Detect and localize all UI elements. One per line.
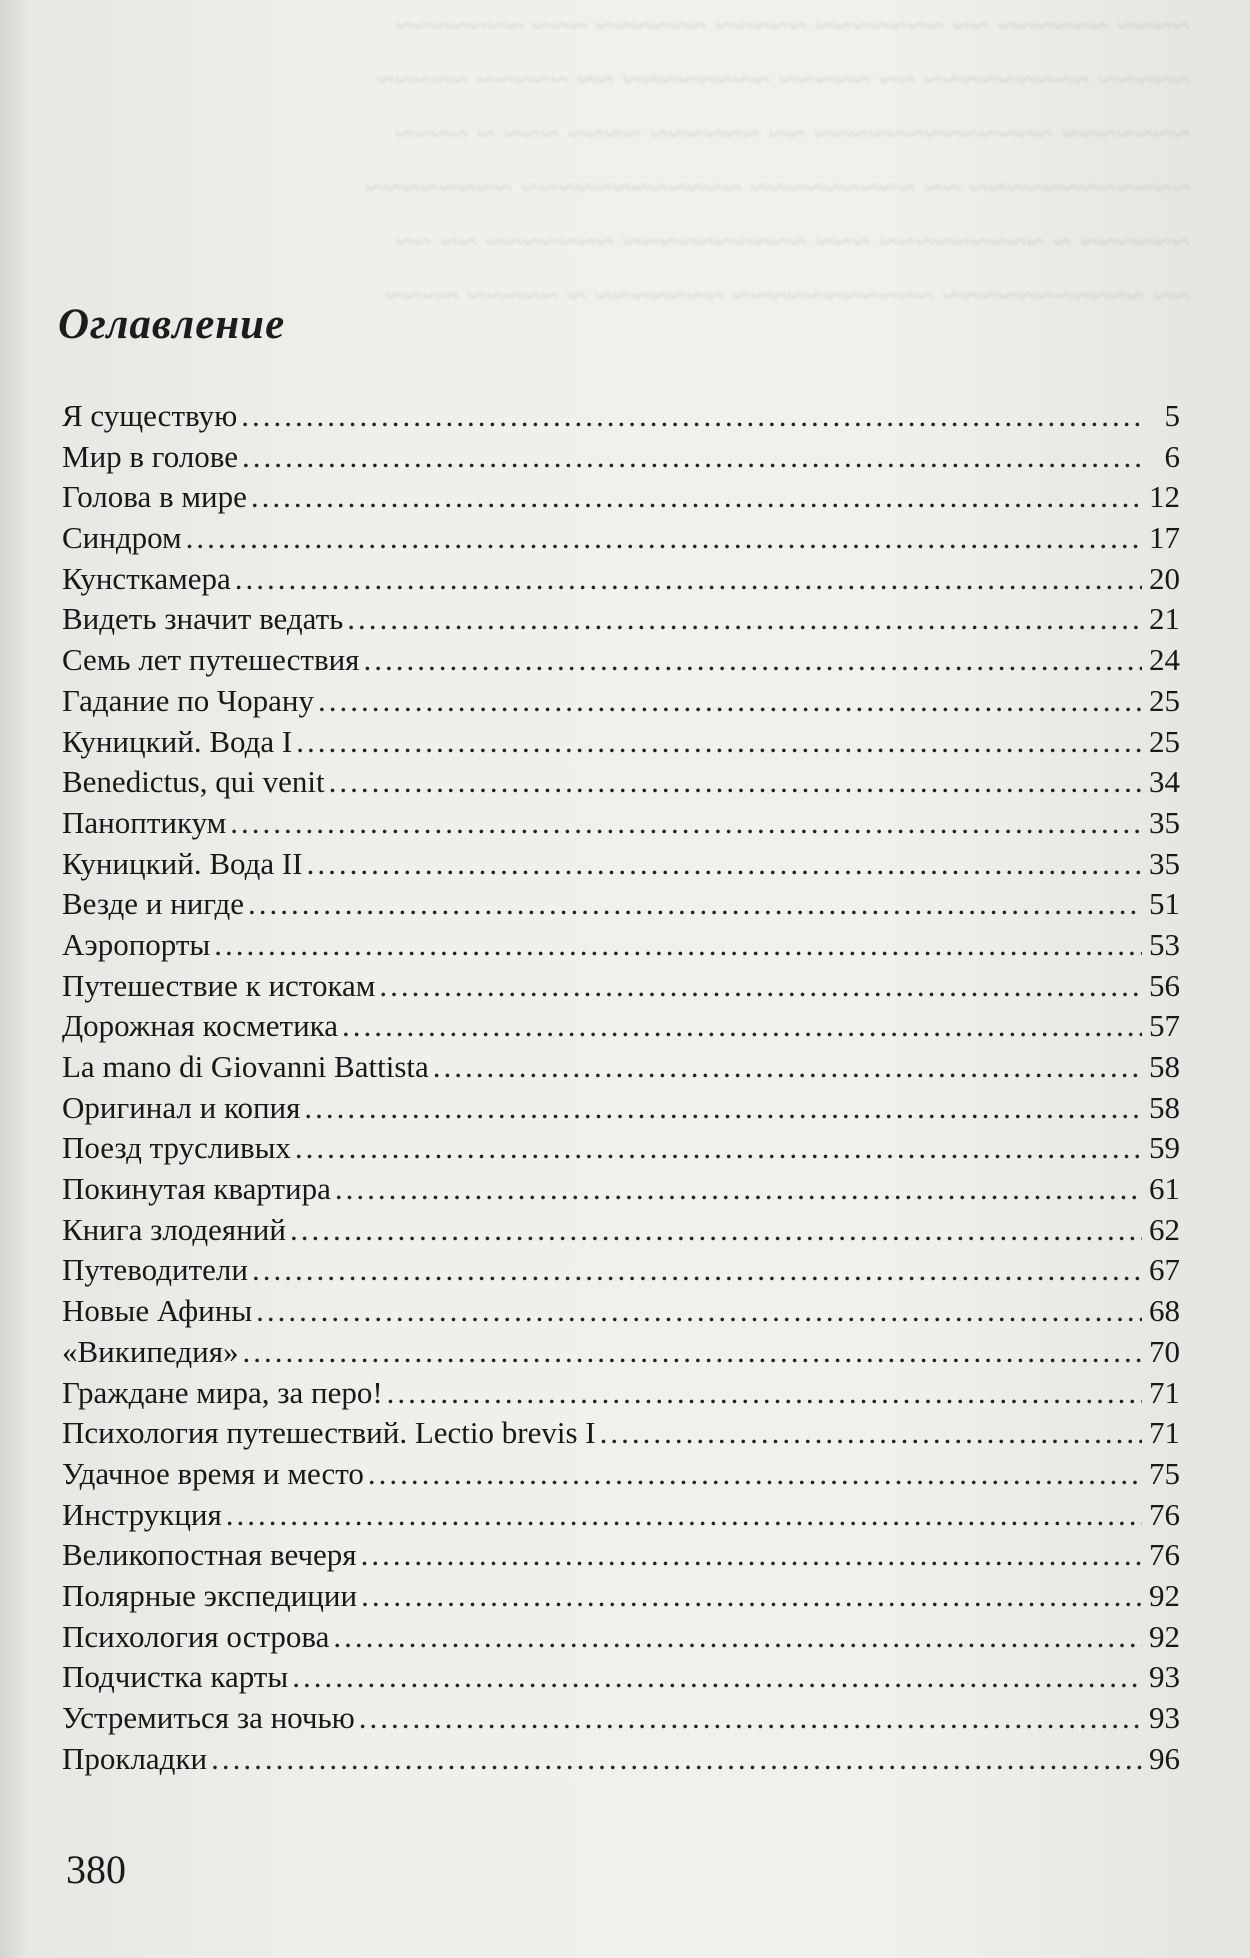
toc-entry-page: 35 [1149,804,1180,840]
toc-entry-title: Паноптикум [62,804,227,840]
toc-dot-leader [242,437,1142,477]
toc-dot-leader [256,1291,1142,1331]
toc-entry [62,518,1180,559]
toc-entry-page: 25 [1149,682,1180,718]
toc-entry-page: 24 [1149,642,1180,678]
toc-entry-title: Покинутая квартира [62,1171,331,1207]
toc-dot-leader [290,1210,1142,1250]
toc-entry-title: La mano di Giovanni Battista [62,1049,429,1084]
toc-entry-title: Подчистка карты [62,1659,289,1695]
toc-entry-page: 5 [1164,398,1180,433]
toc-entry-title: Книга злодеяний [62,1211,286,1247]
toc-entry-page: 25 [1149,723,1180,759]
toc-entry-title: Новые Афины [62,1293,253,1329]
toc-dot-leader [433,1047,1142,1087]
toc-entry-title: «Википедия» [62,1333,239,1369]
toc-entry [62,437,1180,478]
toc-entry-page: 57 [1149,1008,1180,1044]
toc-dot-leader [248,884,1142,924]
toc-entry-page: 96 [1149,1740,1180,1776]
toc-dot-leader [342,1006,1142,1046]
toc-entry [62,1088,1180,1129]
toc-entry-title: Везде и нигде [62,886,245,922]
toc-entry-page: 6 [1164,438,1180,474]
toc-entry-page: 70 [1149,1333,1180,1369]
toc-entry [62,1210,1180,1251]
toc-entry-page: 92 [1149,1577,1180,1613]
toc-entry-title: Дорожная косметика [62,1008,339,1044]
toc-dot-leader [379,966,1142,1006]
toc-entry-page: 67 [1149,1252,1180,1288]
toc-entry [62,1698,1180,1739]
toc-entry-title: Поезд трусливых [62,1130,291,1166]
toc-entry-page: 58 [1149,1089,1180,1125]
page-number: 380 [66,1847,126,1892]
toc-entry [62,640,1180,681]
page-fold-shadow [0,0,28,1958]
toc-entry [62,1657,1180,1698]
toc-entry-title: Я существую [62,398,238,433]
toc-dot-leader [307,844,1142,884]
toc-entry [62,1006,1180,1047]
toc-entry [62,1535,1180,1576]
toc-entry-page: 17 [1149,520,1180,556]
toc-dot-leader [361,1576,1142,1616]
toc-entry [62,1373,1180,1414]
toc-entry-page: 93 [1149,1659,1180,1695]
toc-entry-title: Гадание по Чорану [62,682,314,718]
toc-dot-leader [329,762,1142,802]
toc-entry [62,1250,1180,1291]
toc-entry-title: Психология острова [62,1618,330,1654]
toc-dot-leader [186,518,1142,558]
toc-dot-leader [304,1088,1142,1128]
toc-dot-leader [347,599,1142,639]
toc-dot-leader [295,1128,1142,1168]
toc-dot-leader [251,477,1142,517]
toc-entry-title: Видеть значит ведать [62,601,344,637]
toc-entry-page: 58 [1149,1049,1180,1084]
toc-entry-page: 35 [1149,845,1180,881]
toc-dot-leader [226,1495,1142,1535]
toc-dot-leader [235,559,1142,599]
toc-dot-leader [333,1617,1142,1657]
toc-entry-title: Синдром [62,520,182,556]
toc-entry-page: 56 [1149,967,1180,1003]
toc-dot-leader [335,1169,1142,1209]
toc-entry [62,681,1180,722]
toc-entry-title: Benedictus, qui venit [62,764,325,800]
toc-heading: Оглавление [58,301,286,348]
toc-entry-page: 12 [1149,479,1180,515]
toc-entry [62,1128,1180,1169]
toc-entry [62,1576,1180,1617]
toc-entry-title: Великопостная вечеря [62,1537,357,1573]
toc-entry [62,1617,1180,1658]
toc-entry [62,599,1180,640]
toc-entry-title: Полярные экспедиции [62,1577,358,1613]
toc-dot-leader [252,1250,1142,1290]
toc-dot-leader [318,681,1142,721]
toc-entry [62,1332,1180,1373]
toc-dot-leader [387,1373,1142,1413]
toc-entry-title: Голова в мире [62,479,247,515]
table-of-contents [62,396,1180,1779]
toc-entry-page: 76 [1149,1537,1180,1573]
toc-entry-page: 71 [1149,1374,1180,1410]
toc-dot-leader [359,1698,1142,1738]
toc-entry-title: Путешествие к истокам [62,967,376,1003]
toc-entry [62,1291,1180,1332]
toc-entry-title: Мир в голове [62,438,239,474]
toc-entry-page: 20 [1149,560,1180,596]
toc-entry [62,1495,1180,1536]
toc-entry-title: Аэропорты [62,926,211,962]
toc-dot-leader [600,1413,1142,1453]
toc-entry-title: Удачное время и место [62,1455,364,1491]
toc-entry [62,1739,1180,1780]
toc-dot-leader [361,1535,1142,1575]
toc-entry-page: 76 [1149,1496,1180,1532]
toc-entry [62,925,1180,966]
toc-entry-title: Устремиться за ночью [62,1700,355,1735]
toc-entry-title: Психология путешествий. Lectio brevis I [62,1415,596,1451]
toc-entry-title: Граждане мира, за перо! [62,1374,383,1410]
toc-dot-leader [363,640,1142,680]
toc-entry-title: Куницкий. Вода II [62,845,303,881]
toc-entry [62,396,1180,437]
toc-entry [62,477,1180,518]
toc-dot-leader [241,396,1142,436]
toc-entry [62,762,1180,803]
toc-entry [62,1454,1180,1495]
toc-entry-page: 53 [1149,926,1180,962]
toc-entry-title: Семь лет путешествия [62,642,360,678]
toc-dot-leader [296,722,1142,762]
toc-entry-page: 61 [1149,1171,1180,1207]
toc-dot-leader [211,1739,1142,1779]
toc-entry-title: Инструкция [62,1496,222,1532]
toc-entry-title: Кунсткамера [62,560,231,596]
toc-entry-page: 92 [1149,1618,1180,1654]
toc-entry-page: 93 [1149,1700,1180,1735]
toc-entry-title: Куницкий. Вода I [62,723,293,759]
toc-entry-title: Оригинал и копия [62,1089,301,1125]
toc-dot-leader [292,1657,1142,1697]
toc-entry-page: 59 [1149,1130,1180,1166]
toc-entry [62,722,1180,763]
toc-entry-page: 68 [1149,1293,1180,1329]
toc-entry-page: 62 [1149,1211,1180,1247]
toc-entry [62,844,1180,885]
toc-entry-page: 34 [1149,764,1180,800]
toc-entry-page: 51 [1149,886,1180,922]
toc-dot-leader [230,803,1142,843]
bleed-through-texture: ~~~~ ~~~~~~ ~~ ~~~~~~~ ~~~~~ ~~~~~~ ~~~ ~~~~~~~ ~~~~~ ~~~~~~~~~ ~~ ~~~~~ ~~~~~~~~ ~~ ~~~~~ ~~~~~ ~~~~~~~ ~~~~~~~~~~~~~ ~~ ~~~~~~ ~~~~ ~~~ ~ ~~~~ ~~~~~~~~~~~~ ~~ ~~~~~~~~~ ~~~~~~~~~~~~ ~~~~~~~~ ~~~~~~ ~ ~~~~~~~~~ ~~~ ~~~~~~~~~~ ~~~~~~~ ~~ ~~ ~~ ~~~~~~~~~~~ ~~~~~~~~~~~ ~~~~~~~ ~ ~~~~~ ~~~~ [365,8,1190,315]
toc-entry [62,1169,1180,1210]
toc-dot-leader [368,1454,1142,1494]
toc-entry-title: Путеводители [62,1252,248,1288]
toc-entry [62,966,1180,1007]
toc-entry-page: 71 [1149,1415,1180,1451]
toc-entry [62,559,1180,600]
toc-dot-leader [214,925,1142,965]
toc-entry-page: 75 [1149,1455,1180,1491]
toc-entry [62,1413,1180,1454]
toc-entry-page: 21 [1149,601,1180,637]
toc-entry [62,884,1180,925]
toc-entry-title: Прокладки [62,1740,208,1776]
toc-entry [62,1047,1180,1088]
toc-entry [62,803,1180,844]
toc-dot-leader [242,1332,1142,1372]
